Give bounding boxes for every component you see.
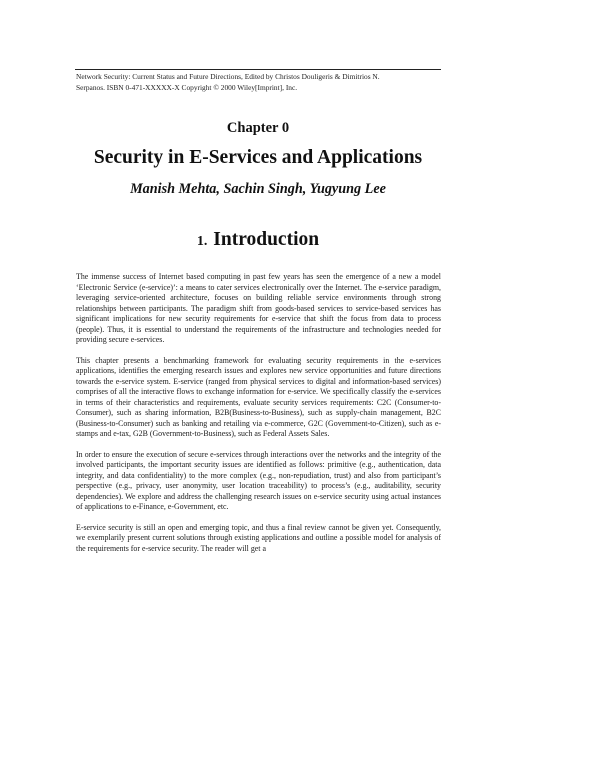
header-citation-line: Serpanos. ISBN 0-471-XXXXX-X Copyright © 2000 Wiley[Imprint], Inc.: [76, 82, 298, 92]
header-citation-line: Network Security: Current Status and Future Directions, Edited by Christos Douligeris & Dimitrios N.: [76, 72, 380, 81]
paragraph: E-service security is still an open and emerging topic, and thus a final review cannot be given yet. Consequently, we exemplarily present current solutions through existing applications and outline a possible model for analysis of the requirements for e-service security. The reader will get a: [76, 522, 441, 553]
paragraph: In order to ensure the execution of secure e-services through interactions over the networks and the integrity of the involved participants, the important security issues are identified as follows: primitive (e.g., authentication, data integrity, and data confidentiality) to the more complex (e.g., non-repudiation, trust) and also from participant’s perspective (e.g., privacy, user anonymity, user location traceability) to process’s (e.g., auditability, security dependencies). We explore and address the challenging research issues on e-service security using actual instances of applications to e-Finance, e-Government, etc.: [76, 449, 441, 511]
body-text: [76, 272, 441, 564]
section-number: 1.: [196, 234, 208, 249]
chapter-title: Security in E-Services and Applications: [93, 147, 423, 168]
header-rule: [75, 69, 441, 70]
author-list: Manish Mehta, Sachin Singh, Yugyung Lee: [130, 181, 386, 197]
chapter-label: Chapter 0: [226, 120, 290, 136]
header-citation: [76, 72, 456, 93]
section-title: Introduction: [213, 229, 320, 250]
section-heading: [0, 229, 516, 251]
paragraph: This chapter presents a benchmarking framework for evaluating security requirements in the e-services applications, identifies the emerging research issues and explores new service opportunities and future directions towards the e-service system. E-service (ranged from physical services to digital and information-based services) comprises of all the interactive flows to exchange information for e-service. We specifically classify the e-services in terms of their characteristics and requirements, evaluate security services requirements: C2C (Consumer-to-Consumer), such as sharing information, B2B(Business-to-Business), such as supply-chain management, B2C (Business-to-Consumer) such as banking and retailing via e-commerce, G2C (Government-to-Citizen), such as e-stamps and e-tax, G2B (Government-to-Business), such as Federal Assets Sales.: [76, 355, 441, 438]
paragraph: The immense success of Internet based computing in past few years has seen the emergence of a new a model ‘Electronic Service (e-service)’: a means to cater services electronically over the Internet. The e-service paradigm, leveraging service-oriented architecture, focuses on building reliable service environments through strong relationships between participants. The paradigm shift from goods-based services to service-based services has significant implications for new security requirements for e-service that shift the focus from data to process (people). Thus, it is essential to understand the requirements of the infrastructure and technologies needed for providing secure e-services.: [76, 272, 441, 344]
